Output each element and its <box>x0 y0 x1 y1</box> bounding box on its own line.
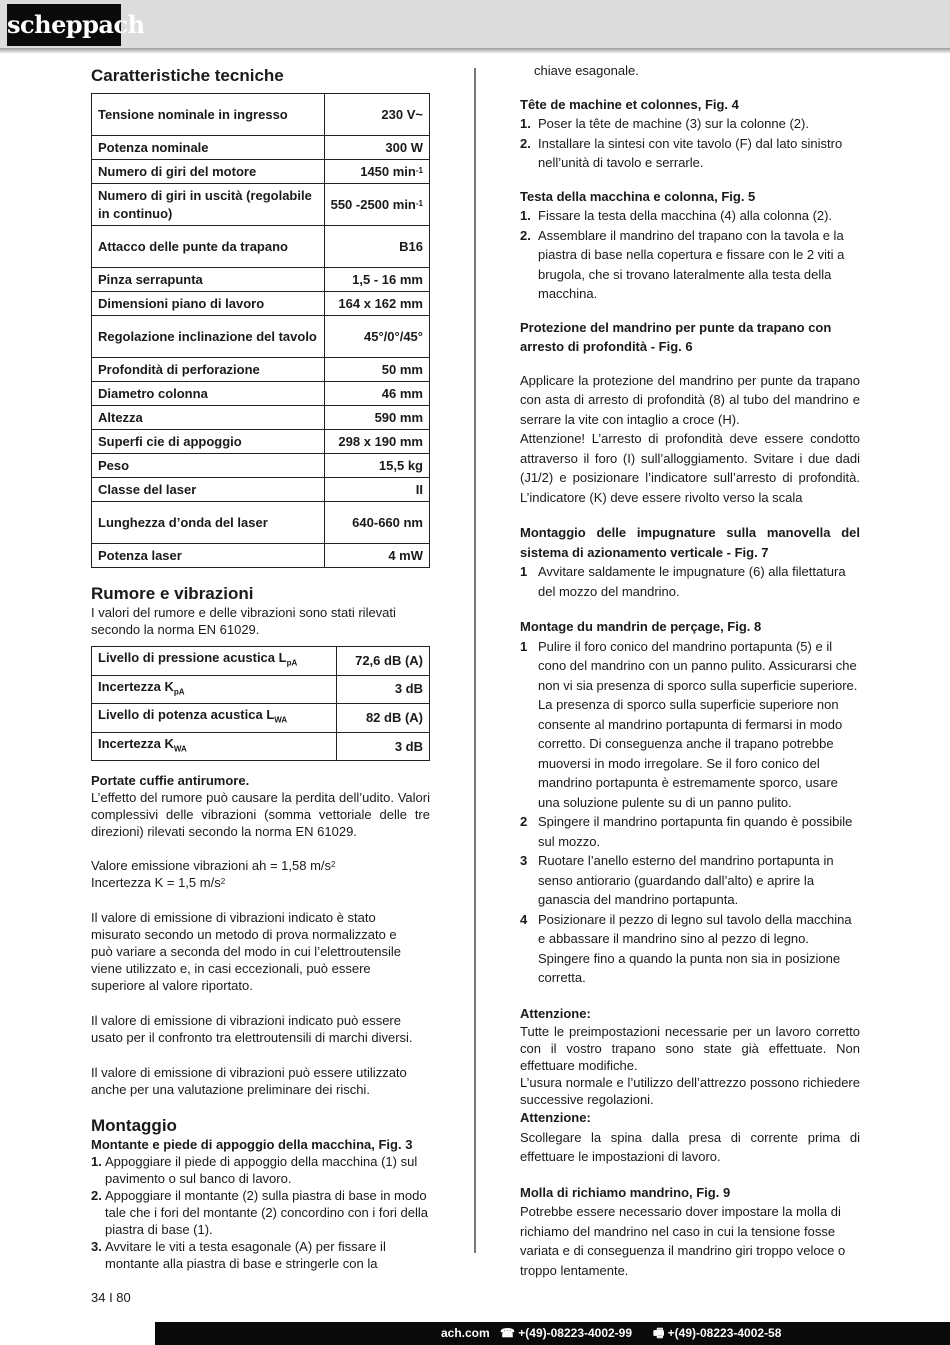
step-text: Pulire il foro conico del mandrino portapunta (5) e il cono del mandrino con un panno pulito. Assicurarsi che non vi sia presenza di sporco sulla superficie superiore. La presenza di sporco sulla superficie superiore non consente al mandrino portapunta di fermarsi in modo corretto. Di conseguenza anche il trapano potrebbe muoversi in modo irregolare. Se il foro conico del mandrino portapunta è estremamente sporco, usare una soluzione pulente su di un panno pulito. <box>538 638 858 810</box>
spec-label: Regolazione inclinazione del tavolo <box>92 316 325 358</box>
spec-label: Potenza nominale <box>92 136 325 160</box>
spec-label: Tensione nominale in ingresso <box>92 94 325 136</box>
step-number: 2. <box>91 1188 102 1204</box>
list-item <box>520 851 860 910</box>
spec-value: 1,5 - 16 mm <box>324 268 429 292</box>
spec-label: Classe del laser <box>92 478 325 502</box>
noise-intro: I valori del rumore e delle vibrazioni sono stati rilevati secondo la norma EN 61029. <box>91 605 396 637</box>
vibration-value: Valore emissione vibrazioni ah = 1,58 $m/s^2$ <box>91 858 336 874</box>
assembly-subtitle: Montante e piede di appoggio della macchina, Fig. 3 <box>91 1137 413 1153</box>
spec-label: Altezza <box>92 406 325 430</box>
step-number: 1. <box>91 1154 102 1170</box>
noise-row <box>92 647 430 676</box>
fig9-text: Potrebbe essere necessario dover impostare la molla di richiamo del mandrino nel caso in cui la tensione fosse variata e di conseguenza il mandrino giri troppo veloce o troppo lentamente. <box>520 1204 846 1278</box>
spec-value: 46 mm <box>324 382 429 406</box>
continued-text: chiave esagonale. <box>534 63 639 78</box>
steps-fig4 <box>520 114 860 173</box>
assembly-title: Montaggio <box>91 1116 177 1136</box>
attention-1-text-2: L’usura normale e l’utilizzo dell’attrezzo possono richiedere successive regolazioni. <box>520 1075 860 1107</box>
step-number: 3 <box>520 853 528 868</box>
list-item <box>520 206 860 226</box>
steps-fig8 <box>520 637 860 988</box>
step-text: Avvitare saldamente le impugnature (6) alla filettatura del mozzo del mandrino. <box>538 564 846 599</box>
noise-row <box>92 675 430 704</box>
right-column <box>520 64 860 1280</box>
noise-value: 72,6 dB (A) <box>336 647 429 676</box>
spec-value: 230 V~ <box>324 94 429 136</box>
fig6-text-2: Attenzione! L’arresto di profondità deve essere condotto attraverso il foro (I) sull’alloggiamento. Svitare i due dadi (J1/2) e posizionare l’indicatore sull’arresto di profondità. L’indicatore (K) deve essere rivolto verso la scala <box>520 431 860 505</box>
step-text: Assemblare il mandrino del trapano con la tavola e la piastra di base nella copertura e fissare con le 2 viti a brugola, che si trovano lateralmente alla testa della macchina. <box>538 227 845 301</box>
spec-row <box>92 136 430 160</box>
left-column <box>91 64 430 1272</box>
step-number: 1 <box>520 564 528 579</box>
spec-row <box>92 478 430 502</box>
list-item <box>520 562 860 601</box>
spec-row <box>92 316 430 358</box>
spec-row <box>92 184 430 226</box>
spec-value: II <box>324 478 429 502</box>
spec-table <box>91 93 430 568</box>
attention-1-text: Tutte le preimpostazioni necessarie per un lavoro corretto con il vostro trapano sono state già effettuate. Non effettuare modifiche. <box>520 1024 860 1073</box>
section-head-fig7: Montaggio delle impugnature sulla manovella del sistema di azionamento verticale - Fig. 7 <box>520 525 860 560</box>
spec-row <box>92 292 430 316</box>
attention-2-title: Attenzione: <box>520 1110 591 1125</box>
section-head-fig6: Protezione del mandrino per punte da trapano con arresto di profondità - Fig. 6 <box>520 319 832 354</box>
spec-row <box>92 160 430 184</box>
step-number: 1 <box>520 638 528 654</box>
footer-website[interactable]: ach.com <box>441 1326 490 1340</box>
vibration-para-1: Il valore di emissione di vibrazioni indicato è stato misurato secondo un metodo di prova normalizzato e può variare a seconda del modo in cui l’elettroutensile viene utilizzato e, in casi eccezionali, può essere superiore al valore riportato. <box>91 910 402 994</box>
spec-row <box>92 268 430 292</box>
spec-row <box>92 358 430 382</box>
noise-value: 3 dB <box>336 675 429 704</box>
list-item <box>520 226 860 304</box>
spec-row <box>92 382 430 406</box>
spec-row <box>92 94 430 136</box>
vibration-uncertainty: Incertezza K = 1,5 $m/s^2$ <box>91 875 226 891</box>
section-head-fig9: Molla di richiamo mandrino, Fig. 9 <box>520 1184 731 1200</box>
spec-value: 1450 $\min^{-1}$ <box>324 160 429 184</box>
section-head-fig4: Tête de machine et colonnes, Fig. 4 <box>520 96 739 112</box>
spec-row <box>92 454 430 478</box>
spec-label: Peso <box>92 454 325 478</box>
noise-label: Incertezza $K_{WA}$ <box>92 732 337 761</box>
spec-row <box>92 502 430 544</box>
spec-label: Numero di giri del motore <box>92 160 325 184</box>
step-text: Posizionare il pezzo di legno sul tavolo della macchina e abbassare il mandrino sino al pezzo di legno. Spingere fino a quando la punta non sia in posizione corretta. <box>538 911 852 985</box>
step-text: Fissare la testa della macchina (4) alla colonna (2). <box>538 208 833 223</box>
list-item <box>520 114 860 134</box>
spec-label: Numero di giri in uscità (regolabile in continuo) <box>92 184 325 226</box>
steps-fig5 <box>520 206 860 304</box>
footer-fax: 🖷 +(49)-08223-4002-58 <box>653 1326 782 1340</box>
spec-value: 164 x 162 mm <box>324 292 429 316</box>
brand-logo: scheppach <box>7 4 121 46</box>
spec-label: Lunghezza d’onda del laser <box>92 502 325 544</box>
list-item <box>520 134 860 173</box>
vibration-para-3: Il valore di emissione di vibrazioni può essere utilizzato anche per una valutazione preliminare dei rischi. <box>91 1065 407 1098</box>
ear-protection-title: Portate cuffie antirumore. <box>91 773 250 789</box>
spec-row <box>92 544 430 568</box>
footer-bar <box>155 1322 950 1345</box>
list-item <box>520 637 860 813</box>
spec-label: Attacco delle punte da trapano <box>92 226 325 268</box>
attention-1-title: Attenzione: <box>520 1005 591 1021</box>
section-head-fig5: Testa della macchina e colonna, Fig. 5 <box>520 188 756 204</box>
step-text: Appoggiare il montante (2) sulla piastra di base in modo tale che i fori del montante (2) concordino con i fori della piastra di base (1). <box>105 1188 429 1238</box>
step-number: 2. <box>520 135 531 151</box>
spec-value: 45°/0°/45° <box>324 316 429 358</box>
spec-title: Caratteristiche tecniche <box>91 66 284 85</box>
step-number: 2. <box>520 227 531 243</box>
noise-row <box>92 704 430 733</box>
noise-label: Livello di potenza acustica $L_{WA}$ <box>92 704 337 733</box>
step-number: 1. <box>520 116 531 131</box>
list-item <box>91 1238 430 1272</box>
spec-value: 15,5 kg <box>324 454 429 478</box>
spec-row <box>92 430 430 454</box>
spec-value: B16 <box>324 226 429 268</box>
spec-label: Pinza serrapunta <box>92 268 325 292</box>
noise-title: Rumore e vibrazioni <box>91 584 254 603</box>
spec-value: 550 -2500 $\min^{-1}$ <box>324 184 429 226</box>
spec-value: 298 x 190 mm <box>324 430 429 454</box>
steps-fig7 <box>520 562 860 601</box>
step-text: Appoggiare il piede di appoggio della macchina (1) sul pavimento o sul banco di lavoro. <box>105 1154 418 1187</box>
spec-row <box>92 226 430 268</box>
list-item <box>91 1187 430 1238</box>
spec-value: 640-660 nm <box>324 502 429 544</box>
footer-phone: ☎ +(49)-08223-4002-99 <box>500 1326 633 1340</box>
spec-label: Superfi cie di appoggio <box>92 430 325 454</box>
spec-label: Dimensioni piano di lavoro <box>92 292 325 316</box>
step-text: Avvitare le viti a testa esagonale (A) per fissare il montante alla piastra di base e stringerle con la <box>105 1239 386 1272</box>
header-shadow <box>0 48 950 54</box>
noise-table <box>91 646 430 761</box>
spec-label: Profondità di perforazione <box>92 358 325 382</box>
list-item <box>520 910 860 988</box>
step-text: Poser la tête de machine (3) sur la colonne (2). <box>538 116 809 131</box>
noise-value: 82 dB (A) <box>336 704 429 733</box>
step-text: Ruotare l’anello esterno del mandrino portapunta in senso antiorario (guardando dall’alto) e aprire la ganascia del mandrino portapunta. <box>538 853 834 907</box>
page-number: 34 I 80 <box>91 1290 131 1305</box>
step-number: 3. <box>91 1239 102 1255</box>
spec-value: 4 mW <box>324 544 429 568</box>
spec-label: Diametro colonna <box>92 382 325 406</box>
noise-label: Incertezza $K_{pA}$ <box>92 675 337 704</box>
step-text: Spingere il mandrino portapunta fin quando è possibile sul mozzo. <box>538 814 853 849</box>
step-number: 1. <box>520 208 531 223</box>
step-number: 4 <box>520 911 528 927</box>
noise-label: Livello di pressione acustica $L_{pA}$ <box>92 647 337 676</box>
spec-label: Potenza laser <box>92 544 325 568</box>
noise-row <box>92 732 430 761</box>
fig6-text: Applicare la protezione del mandrino per punte da trapano con asta di arresto di profondità (8) al tubo del mandrino e serrare la vite con intaglio a croce (H). <box>520 372 860 427</box>
assembly-steps <box>91 1153 430 1272</box>
attention-2-text: Scollegare la spina dalla presa di corrente prima di effettuare le impostazioni di lavoro. <box>520 1129 860 1164</box>
spec-row <box>92 406 430 430</box>
noise-value: 3 dB <box>336 732 429 761</box>
spec-value: 300 W <box>324 136 429 160</box>
section-head-fig8: Montage du mandrin de perçage, Fig. 8 <box>520 619 762 634</box>
list-item <box>91 1153 430 1187</box>
list-item <box>520 812 860 851</box>
step-number: 2 <box>520 814 528 829</box>
spec-value: 590 mm <box>324 406 429 430</box>
ear-protection-text: L’effetto del rumore può causare la perdita dell’udito. Valori complessivi delle vibrazioni (somma vettoriale delle tre direzioni) rilevati secondo la norma EN 61029. <box>91 790 430 840</box>
column-divider <box>474 68 476 1253</box>
vibration-para-2: Il valore di emissione di vibrazioni indicato può essere usato per il confronto tra elettroutensili di marchi diversi. <box>91 1013 413 1046</box>
spec-value: 50 mm <box>324 358 429 382</box>
step-text: Installare la sintesi con vite tavolo (F) dal lato sinistro nell’unità di tavolo e serrarle. <box>538 135 843 170</box>
